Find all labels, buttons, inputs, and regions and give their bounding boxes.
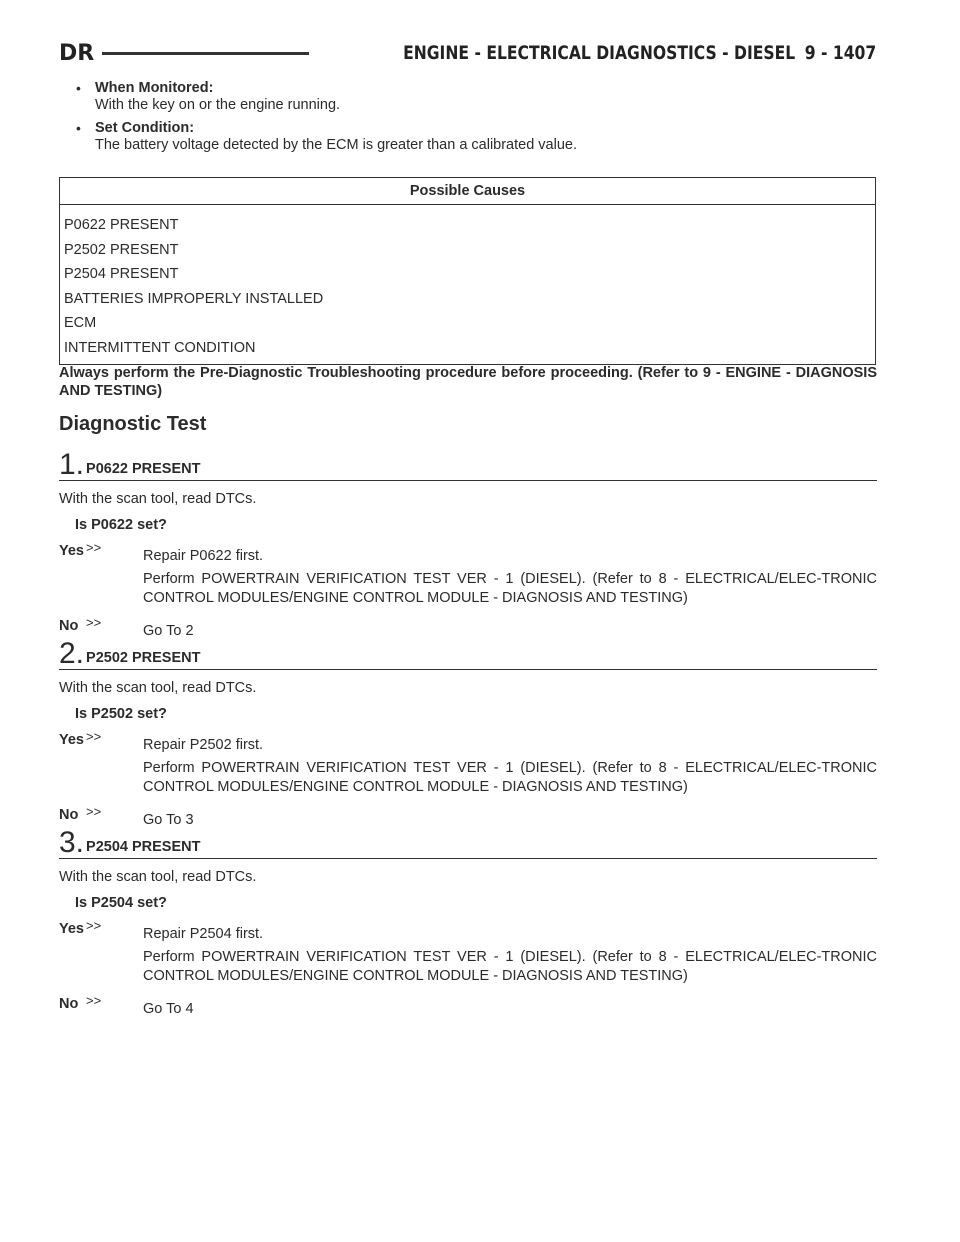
step-header [59, 450, 877, 481]
answer-body [143, 618, 877, 641]
possible-causes-heading: Possible Causes [60, 178, 875, 205]
cause-item: P2504 PRESENT [64, 266, 179, 282]
step-header [59, 828, 877, 859]
diagnostic-step-3 [59, 828, 877, 1023]
diagnostic-step-1 [59, 450, 877, 645]
answer-label: No [59, 996, 79, 1012]
answer-line: Go To 3 [143, 812, 194, 828]
answer-arrow-icon: >> [86, 729, 102, 744]
step-title: P0622 PRESENT [86, 461, 201, 477]
answer-line: Go To 4 [143, 1001, 194, 1017]
bullet-item [76, 120, 876, 154]
bullet-label: • Set Condition: [95, 120, 195, 136]
header-model-code: DR [59, 40, 95, 66]
cause-item: INTERMITTENT CONDITION [64, 339, 256, 356]
pre-diagnostic-note: Always perform the Pre-Diagnostic Troubleshooting procedure before proceeding. (Refer to 9 - ENGINE - DIAGNOSIS AND TESTING) [59, 365, 877, 399]
cause-item: ECM [64, 315, 97, 331]
step-question: Is P0622 set? [75, 517, 167, 533]
step-instruction: With the scan tool, read DTCs. [59, 491, 257, 507]
bullet-text: The battery voltage detected by the ECM is greater than a calibrated value. [95, 137, 577, 153]
possible-causes-table [59, 177, 876, 365]
answer-line: Perform POWERTRAIN VERIFICATION TEST VER - 1 (DIESEL). (Refer to 8 - ELECTRICAL/ELEC-TRONIC CONTROL MODULES/ENGINE CONTROL MODULE - DIAGNOSIS AND TESTING) [143, 571, 877, 606]
diagnostic-test-heading: Diagnostic Test [59, 413, 207, 435]
bullet-label: • When Monitored: [95, 80, 214, 96]
header-page-number: 9 - 1407 [804, 42, 876, 64]
answer-body [143, 807, 877, 830]
page-header [59, 38, 876, 68]
cause-item: P2502 PRESENT [64, 241, 179, 258]
answer-line: Perform POWERTRAIN VERIFICATION TEST VER - 1 (DIESEL). (Refer to 8 - ELECTRICAL/ELEC-TRONIC CONTROL MODULES/ENGINE CONTROL MODULE - DIAGNOSIS AND TESTING) [143, 760, 877, 795]
answer-line: Repair P2504 first. [143, 926, 264, 942]
step-number: 3. [59, 826, 85, 859]
step-number: 2. [59, 637, 85, 670]
header-rule [102, 52, 308, 55]
step-number: 1. [59, 448, 85, 481]
header-section-title: ENGINE - ELECTRICAL DIAGNOSTICS - DIESEL [402, 42, 795, 64]
step-header [59, 639, 877, 670]
answer-yes [59, 729, 877, 797]
diagnostic-step-2 [59, 639, 877, 834]
cause-item: BATTERIES IMPROPERLY INSTALLED [64, 290, 324, 307]
answer-label: Yes [59, 732, 84, 748]
bullet-text: With the key on or the engine running. [95, 97, 341, 113]
possible-causes-list [60, 205, 875, 364]
monitor-bullets [76, 80, 876, 160]
step-instruction: With the scan tool, read DTCs. [59, 680, 257, 696]
answer-label: Yes [59, 921, 84, 937]
answer-label: No [59, 618, 79, 634]
answer-yes [59, 918, 877, 986]
step-title: P2504 PRESENT [86, 839, 201, 855]
answer-label: No [59, 807, 79, 823]
bullet-item [76, 80, 876, 114]
answer-line: Repair P0622 first. [143, 548, 264, 564]
answer-arrow-icon: >> [86, 615, 102, 630]
answer-no [59, 804, 877, 830]
step-title: P2502 PRESENT [86, 650, 201, 666]
answer-arrow-icon: >> [86, 918, 102, 933]
answer-no [59, 993, 877, 1019]
step-question: Is P2502 set? [75, 706, 167, 722]
step-instruction: With the scan tool, read DTCs. [59, 869, 257, 885]
answer-line: Go To 2 [143, 623, 194, 639]
answer-line: Perform POWERTRAIN VERIFICATION TEST VER - 1 (DIESEL). (Refer to 8 - ELECTRICAL/ELEC-TRONIC CONTROL MODULES/ENGINE CONTROL MODULE - DIAGNOSIS AND TESTING) [143, 949, 877, 984]
answer-label: Yes [59, 543, 84, 559]
answer-body [143, 921, 877, 986]
answer-no [59, 615, 877, 641]
answer-arrow-icon: >> [86, 993, 102, 1008]
answer-yes [59, 540, 877, 608]
cause-item: P0622 PRESENT [64, 217, 179, 233]
step-question: Is P2504 set? [75, 895, 167, 911]
answer-line: Repair P2502 first. [143, 737, 264, 753]
answer-arrow-icon: >> [86, 540, 102, 555]
answer-body [143, 996, 877, 1019]
answer-body [143, 543, 877, 608]
answer-body [143, 732, 877, 797]
answer-arrow-icon: >> [86, 804, 102, 819]
